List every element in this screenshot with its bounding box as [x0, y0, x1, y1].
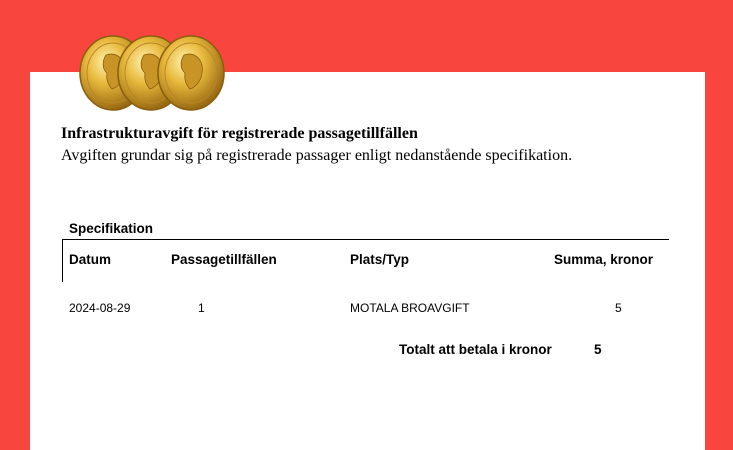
coins-group	[78, 33, 228, 113]
column-header-summa: Summa, kronor	[554, 252, 654, 267]
column-header-plats-typ: Plats/Typ	[350, 252, 410, 267]
specification-divider	[62, 239, 669, 240]
row-plats-typ: MOTALA BROAVGIFT	[350, 301, 470, 315]
total-label: Totalt att betala i kronor	[399, 342, 552, 357]
document-heading: Infrastrukturavgift för registrerade passagetillfällen	[61, 125, 418, 142]
column-header-datum: Datum	[69, 252, 112, 267]
row-datum: 2024-08-29	[69, 301, 131, 315]
row-summa: 5	[615, 301, 622, 315]
specification-title: Specifikation	[69, 221, 154, 236]
column-header-passagetillfallen: Passagetillfällen	[171, 252, 277, 267]
document-subheading: Avgiften grundar sig på registrerade passager enligt nedanstående specifikation.	[61, 147, 573, 164]
krona-coin-icon	[156, 33, 226, 113]
row-passagetillfallen: 1	[198, 301, 205, 315]
total-value: 5	[594, 342, 602, 357]
specification-side-border	[62, 239, 63, 282]
